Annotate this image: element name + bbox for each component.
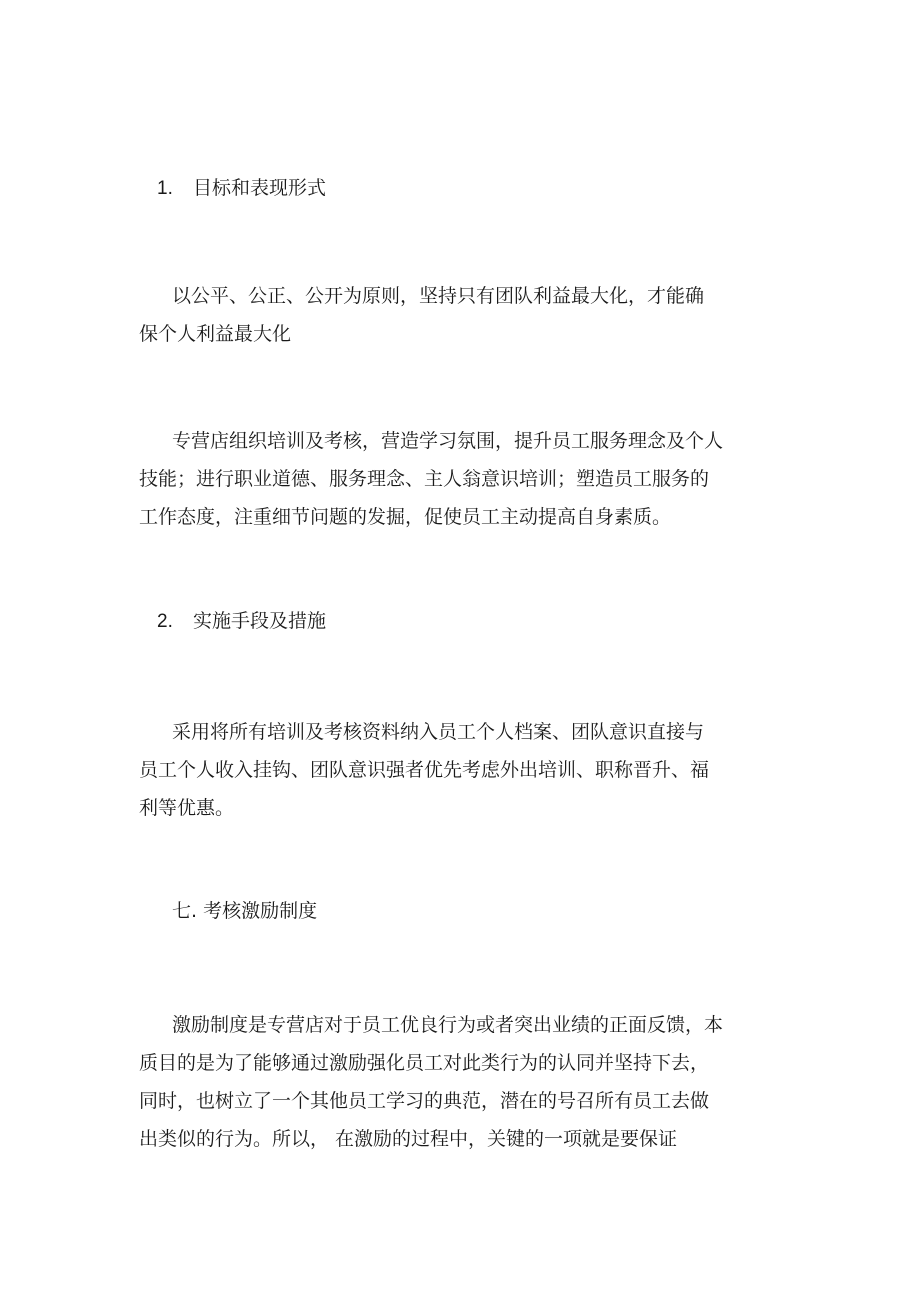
- section-title: 目标和表现形式: [193, 177, 327, 199]
- paragraph-measures: [139, 713, 769, 827]
- paragraph-line: 保个人利益最大化: [139, 323, 292, 345]
- section-number: 1.: [157, 178, 173, 199]
- chapter-title: 七. 考核激励制度: [172, 900, 318, 922]
- paragraph-line: 同时，也树立了一个其他员工学习的典范，潜在的号召所有员工去做: [139, 1090, 710, 1112]
- paragraph-line: 专营店组织培训及考核，营造学习氛围，提升员工服务理念及个人: [172, 430, 724, 452]
- paragraph-training: [139, 422, 769, 536]
- section-number: 2.: [157, 611, 173, 632]
- section-title: 实施手段及措施: [193, 610, 327, 632]
- paragraph-line: 以公平、公正、公开为原则，坚持只有团队利益最大化，才能确: [172, 285, 705, 307]
- paragraph-line: 激励制度是专营店对于员工优良行为或者突出业绩的正面反馈，本: [172, 1014, 724, 1036]
- paragraph-line: 利等优惠。: [139, 797, 235, 819]
- paragraph-line: 质目的是为了能够通过激励强化员工对此类行为的认同并坚持下去，: [139, 1052, 710, 1074]
- paragraph-principle: [139, 277, 769, 353]
- chapter-heading-7: [172, 899, 317, 923]
- paragraph-line: 工作态度，注重细节问题的发掘，促使员工主动提高自身素质。: [139, 506, 672, 528]
- section-heading-2: [157, 609, 326, 634]
- paragraph-line: 出类似的行为。所以， 在激励的过程中，关键的一项就是要保证: [139, 1128, 678, 1150]
- paragraph-incentive: [139, 1006, 769, 1158]
- section-heading-1: [157, 176, 326, 201]
- paragraph-line: 采用将所有培训及考核资料纳入员工个人档案、团队意识直接与: [172, 721, 705, 743]
- paragraph-line: 员工个人收入挂钩、团队意识强者优先考虑外出培训、职称晋升、福: [139, 759, 710, 781]
- paragraph-line: 技能；进行职业道德、服务理念、主人翁意识培训；塑造员工服务的: [139, 468, 710, 490]
